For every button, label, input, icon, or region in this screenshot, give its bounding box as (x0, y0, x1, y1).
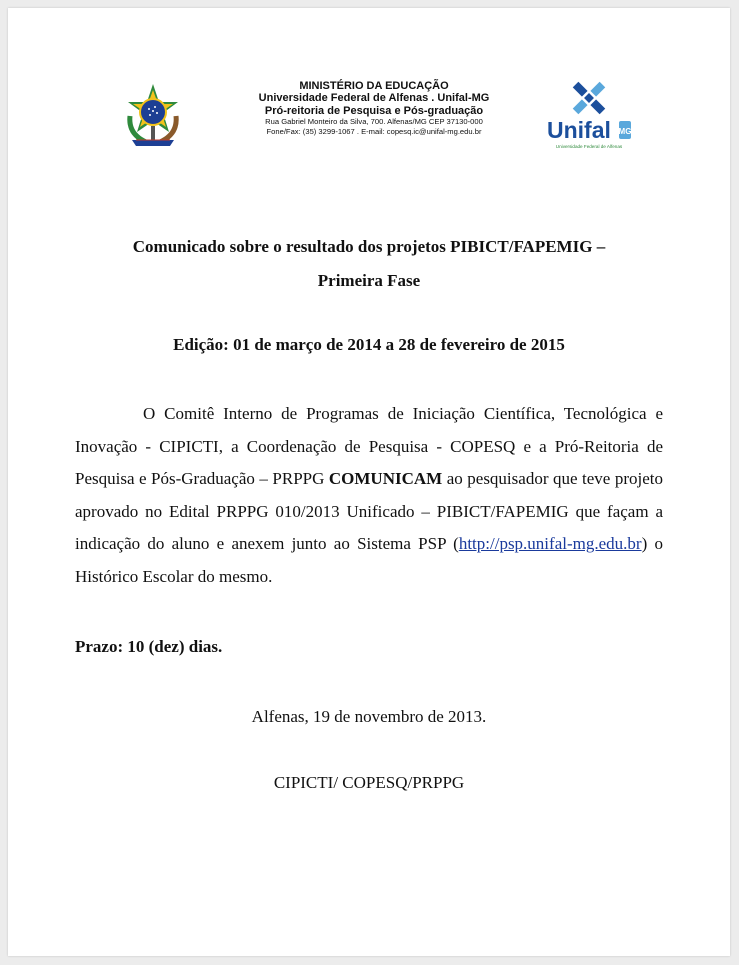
office-name: Pró-reitoria de Pesquisa e Pós-graduação (264, 104, 484, 117)
document-page (8, 8, 730, 956)
body-part-1: O Comitê Interno de Programas de Iniciação Científica, Tecnológica e Inovação - CIPICTI, a Coordenação de Pesquisa - COPESQ e a Pró-Reitoria de Pesquisa e Pós-Graduação – PRPPG (75, 404, 663, 489)
body-paragraph (75, 398, 663, 594)
ministry-name: MINISTÉRIO DA EDUCAÇÃO (299, 80, 449, 92)
place-date-line: Alfenas, 19 de novembro de 2013. (251, 707, 487, 726)
unifal-logo-icon (543, 78, 635, 154)
logo-tagline: Universidade Federal de Alfenas (555, 144, 623, 149)
contact-line: Fone/Fax: (35) 3299-1067 . E-mail: copesq.ic@unifal-mg.edu.br (266, 126, 482, 136)
title-line-1: Comunicado sobre o resultado dos projetos PIBICT/FAPEMIG – (132, 237, 606, 256)
deadline-line: Prazo: 10 (dez) dias. (75, 637, 223, 656)
logo-wordmark: Unifal (547, 117, 611, 143)
logo-suffix: MG (618, 127, 632, 136)
address-line: Rua Gabriel Monteiro da Silva, 700. Alfenas/MG CEP 37130-000 (265, 116, 483, 126)
body-part-2: ao pesquisador que teve projeto aprovado no Edital PRPPG 010/2013 Unificado – PIBICT/FAPEMIG que façam a indicação do aluno e anexem junto ao Sistema PSP ( (75, 469, 663, 554)
signature-line: CIPICTI/ COPESQ/PRPPG (273, 773, 465, 792)
brazil-coat-of-arms-icon (120, 82, 186, 148)
university-name: Universidade Federal de Alfenas . Unifal-MG (258, 92, 490, 105)
body-part-3: ) o Histórico Escolar do mesmo. (75, 534, 663, 586)
body-bold-verb: COMUNICAM (328, 469, 443, 489)
document-title (48, 230, 690, 298)
psp-system-link[interactable]: http://psp.unifal-mg.edu.br (458, 534, 642, 554)
edition-line: Edição: 01 de março de 2014 a 28 de fevereiro de 2015 (173, 335, 565, 354)
letterhead (8, 8, 730, 158)
title-line-2: Primeira Fase (317, 271, 421, 290)
letterhead-text (226, 80, 522, 137)
